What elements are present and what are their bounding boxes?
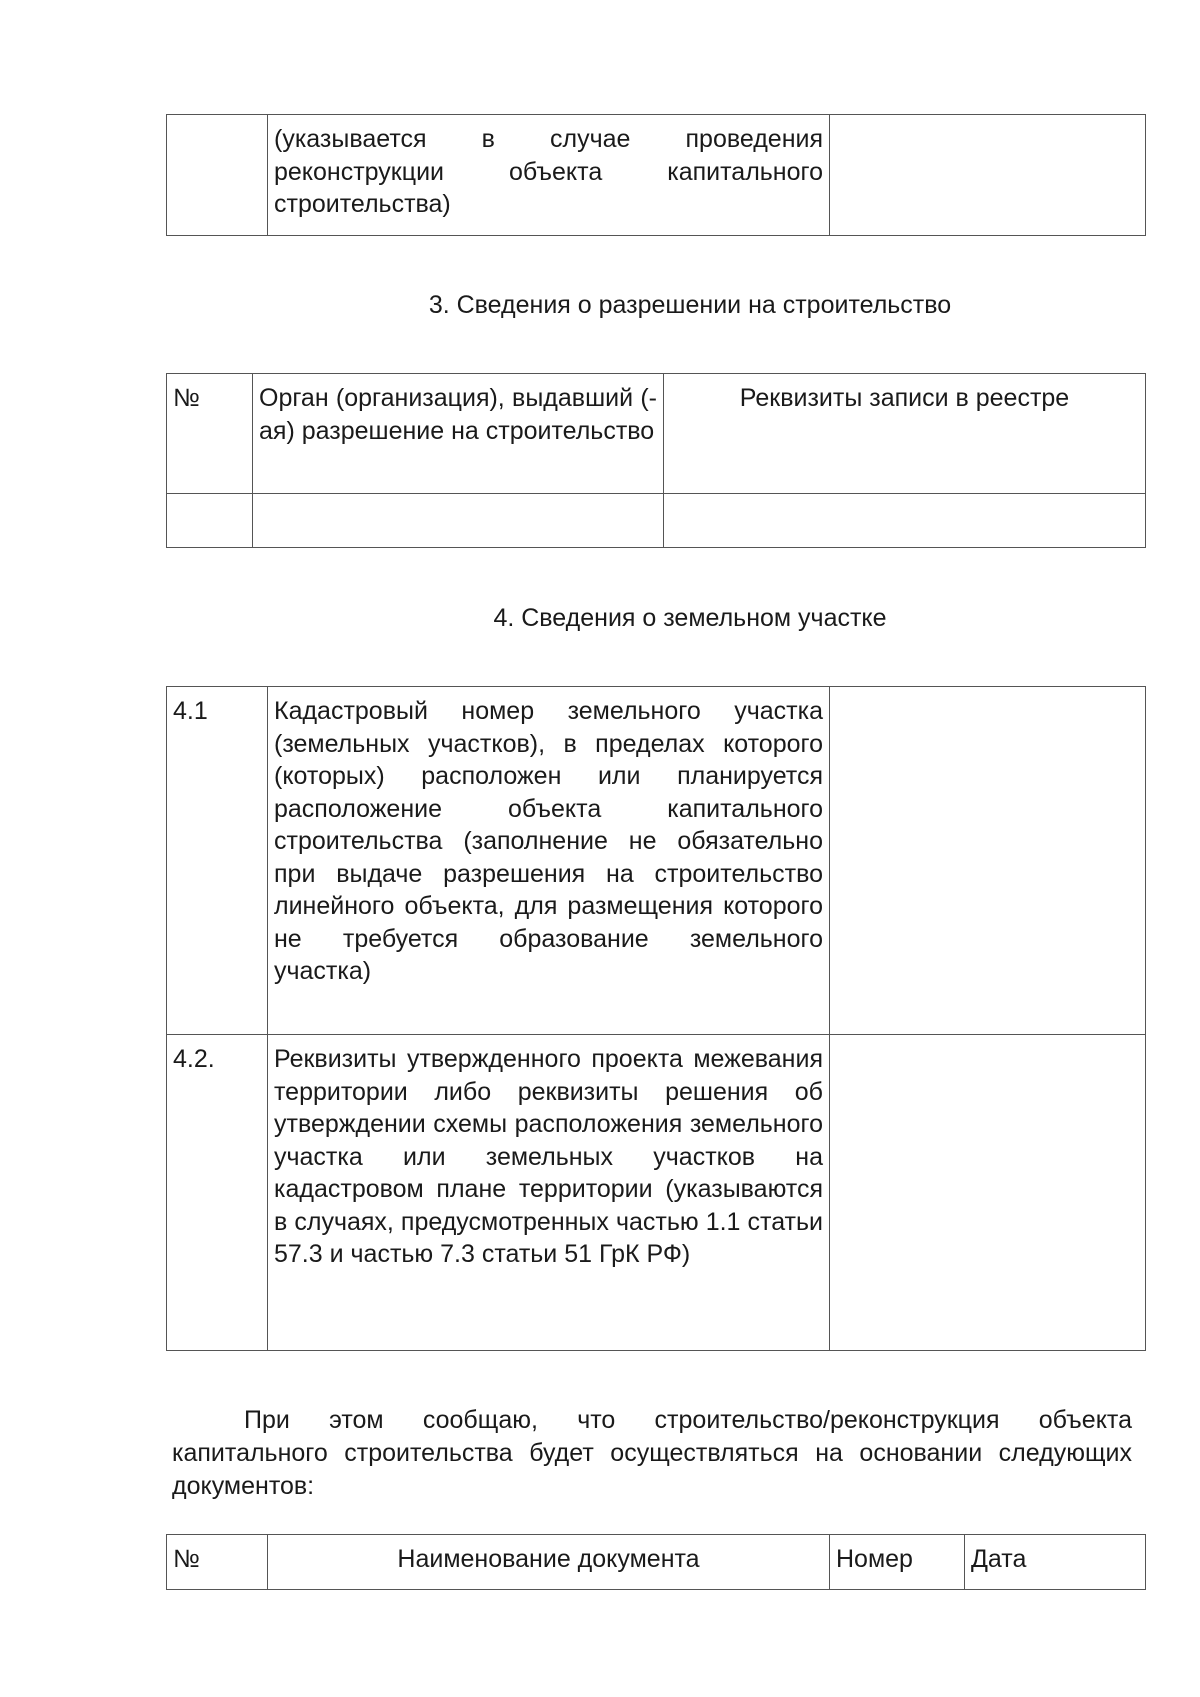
column-header-number: № [167,374,253,494]
table-row [167,687,1146,1035]
survey-project-label-cell: Реквизиты утвержденного проекта межевания территории либо реквизиты решения об утверждении схемы расположения земельного участка или земельных участков на кадастровом плане территории (указываются в случаях, предусмотренных частью 1.1 статьи 57.3 и частью 7.3 статьи 51 ГрК РФ) [268,1035,830,1351]
documents-table [166,1534,1146,1590]
cadastral-number-value-cell[interactable] [830,687,1146,1035]
survey-project-value-cell[interactable] [830,1035,1146,1351]
cadastral-number-label-cell: Кадастровый номер земельного участка (земельных участков), в пределах которого (которых) расположен или планируется расположение объекта капитального строительства (заполнение не обязательно при выдаче разрешения на строительство линейного объекта, для размещения которого не требуется образование земельного участка) [268,687,830,1035]
column-header-document-number: Номер [830,1535,965,1590]
row-number-cell [167,115,268,236]
table-header-row [167,374,1146,494]
section-3-title: 3. Сведения о разрешении на строительство [428,291,952,319]
permit-table [166,373,1146,548]
reconstruction-note-cell: (указывается в случае проведения реконструкции объекта капитального строительства) [268,115,830,236]
top-table [166,114,1146,236]
notice-paragraph: При этом сообщаю, что строительство/реконструкция объекта капитального строительства будет осуществляться на основании следующих документов: [172,1406,1132,1500]
column-header-number: № [167,1535,268,1590]
row-number-cell: 4.2. [167,1035,268,1351]
table-row [167,494,1146,548]
column-header-document-name: Наименование документа [268,1535,830,1590]
column-header-date: Дата [965,1535,1146,1590]
value-cell[interactable] [830,115,1146,236]
section-4-title: 4. Сведения о земельном участке [493,604,887,632]
table-header-row [167,1535,1146,1590]
row-number-cell: 4.1 [167,687,268,1035]
registry-details-cell[interactable] [664,494,1146,548]
table-row [167,115,1146,236]
row-number-cell[interactable] [167,494,253,548]
organ-cell[interactable] [253,494,664,548]
column-header-organ: Орган (организация), выдавший (-ая) разрешение на строительство [253,374,664,494]
table-row [167,1035,1146,1351]
column-header-registry-details: Реквизиты записи в реестре [664,374,1146,494]
land-plot-table [166,686,1146,1351]
